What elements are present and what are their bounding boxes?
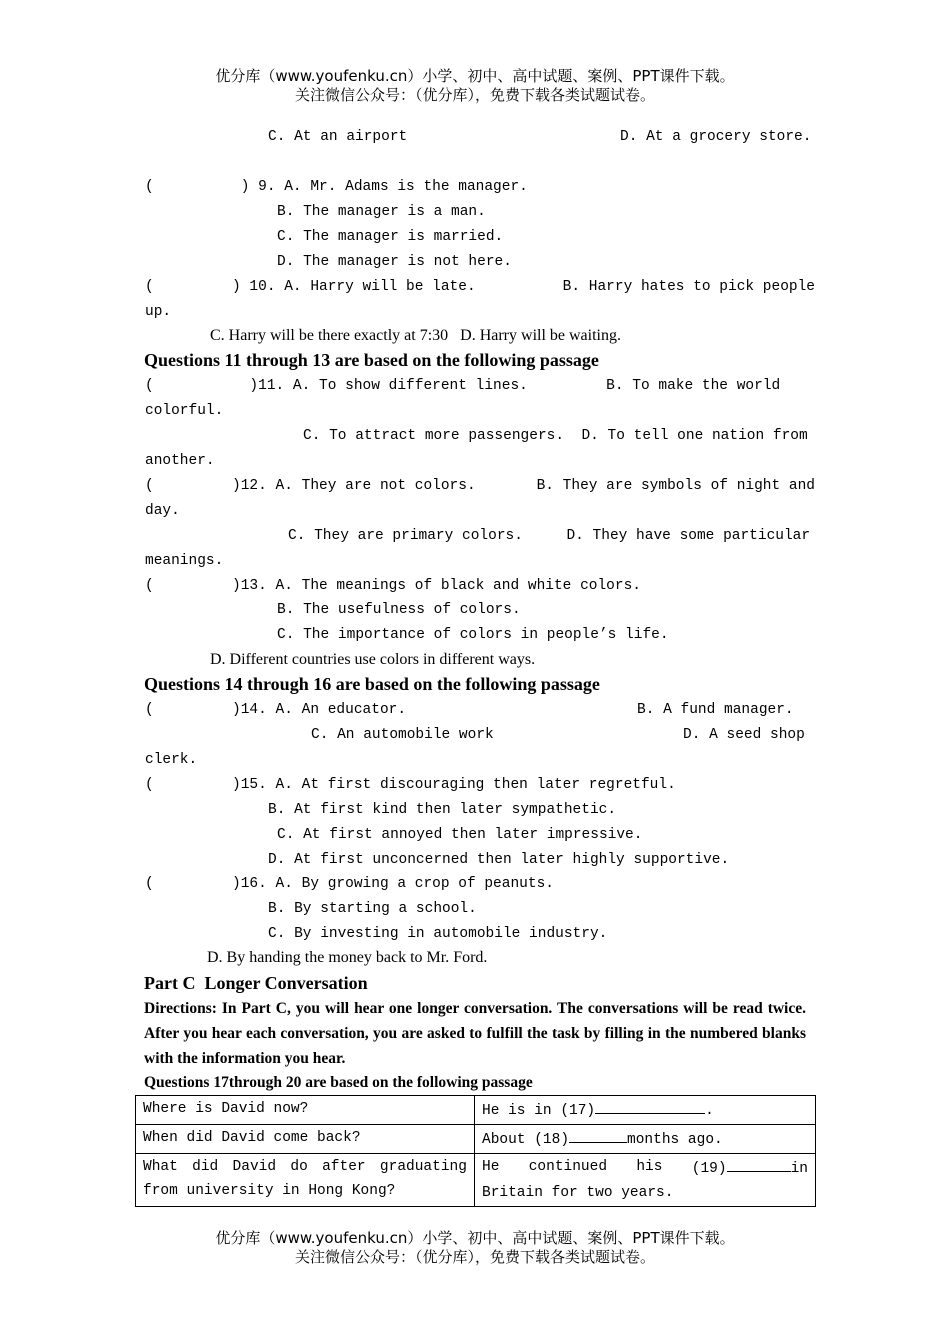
part-c-title: Part C Longer Conversation [144,973,368,993]
table-row [136,1125,816,1154]
q12-wrap-1: day. [145,503,180,519]
section-heading-11-13: Questions 11 through 13 are based on the following passage [144,350,599,370]
q14-option-d: D. A seed shop [683,727,805,743]
q11-wrap-2: another. [145,453,215,469]
q11-options-cd: C. To attract more passengers. D. To tell one nation from [303,428,808,444]
word: continued [528,1159,608,1175]
word: graduating [379,1159,467,1175]
question-line-1 [143,1155,467,1179]
table-cell-question [136,1154,475,1207]
q10-options-ab: ( ) 10. A. Harry will be late. B. Harry hates to pick people [145,279,816,295]
footer-line-1: 优分库（www.youfenku.cn）小学、初中、高中试题、案例、PPT课件下载。 [215,1229,735,1247]
table-cell-question: Where is David now? [136,1096,475,1125]
footer-line-2: 关注微信公众号：（优分库），免费下载各类试题试卷。 [294,1248,655,1266]
q12-wrap-2: meanings. [145,553,224,569]
table-row [136,1154,816,1207]
q15-option-a: ( )15. A. At first discouraging then later regretful. [145,777,676,793]
q14-option-a: ( )14. A. An educator. [145,702,407,718]
answer-table [135,1095,816,1207]
answer-suffix: months ago. [627,1132,723,1148]
q9-option-a: ( ) 9. A. Mr. Adams is the manager. [145,179,528,195]
q13-option-b: B. The usefulness of colors. [277,602,521,618]
question-line-2: from university in Hong Kong? [143,1183,396,1199]
q14-option-c: C. An automobile work [311,727,494,743]
blank-17[interactable] [595,1097,705,1114]
blank-19[interactable] [727,1155,791,1172]
table-row [136,1096,816,1125]
blank-19-group [692,1155,808,1181]
answer-prefix: About (18) [482,1132,570,1148]
table-cell-answer [475,1154,816,1207]
q14-wrap: clerk. [145,752,198,768]
word: What [143,1159,178,1175]
q11-options-ab: ( )11. A. To show different lines. B. To make the world [145,378,781,394]
q9-option-d: D. The manager is not here. [277,254,512,270]
table-cell-answer [475,1125,816,1154]
word: his [636,1159,663,1175]
q10-wrap: up. [145,304,172,320]
table-cell-question: When did David come back? [136,1125,475,1154]
q16-option-a: ( )16. A. By growing a crop of peanuts. [145,876,554,892]
word: (19) [691,1161,727,1177]
q16-option-c: C. By investing in automobile industry. [268,926,608,942]
word: do [290,1159,308,1175]
q12-options-cd: C. They are primary colors. D. They have some particular [288,528,811,544]
q16-option-b: B. By starting a school. [268,901,477,917]
answer-line-1 [482,1155,808,1181]
word: after [322,1159,366,1175]
q8-option-d: D. At a grocery store. [620,129,812,145]
blank-18[interactable] [569,1126,627,1143]
page-footer [0,1229,950,1267]
q8-option-c: C. At an airport [268,129,408,145]
q13-option-d: D. Different countries use colors in different ways. [210,651,536,668]
part-c-subtitle: Questions 17through 20 are based on the following passage [144,1074,533,1091]
page-header [0,67,950,105]
answer-line-2: Britain for two years. [482,1185,674,1201]
header-line-1: 优分库（www.youfenku.cn）小学、初中、高中试题、案例、PPT课件下载。 [215,67,735,85]
q15-option-b: B. At first kind then later sympathetic. [268,802,617,818]
table-cell-answer [475,1096,816,1125]
word: David [232,1159,277,1175]
q10-options-cd: C. Harry will be there exactly at 7:30 D. Harry will be waiting. [210,327,621,344]
q9-option-b: B. The manager is a man. [277,204,486,220]
word: He [482,1159,500,1175]
q16-option-d: D. By handing the money back to Mr. Ford. [207,949,488,966]
q14-option-b: B. A fund manager. [637,702,794,718]
header-line-2: 关注微信公众号：（优分库），免费下载各类试题试卷。 [294,86,655,104]
answer-suffix: . [705,1103,714,1119]
section-heading-14-16: Questions 14 through 16 are based on the following passage [144,674,600,694]
q13-option-c: C. The importance of colors in people’s life. [277,627,669,643]
answer-prefix: He is in (17) [482,1103,596,1119]
word: in [790,1161,808,1177]
q13-option-a: ( )13. A. The meanings of black and white colors. [145,578,641,594]
part-c-directions: Directions: In Part C, you will hear one longer conversation. The conversations will be read twice. After you hear each conversation, you are asked to fulfill the task by filling in the numbered blanks with the information you hear. [144,1000,806,1067]
q11-wrap-1: colorful. [145,403,224,419]
q15-option-c: C. At first annoyed then later impressive. [277,827,643,843]
q9-option-c: C. The manager is married. [277,229,504,245]
q15-option-d: D. At first unconcerned then later highly supportive. [268,852,730,868]
q12-options-ab: ( )12. A. They are not colors. B. They are symbols of night and [145,478,816,494]
word: did [192,1159,219,1175]
